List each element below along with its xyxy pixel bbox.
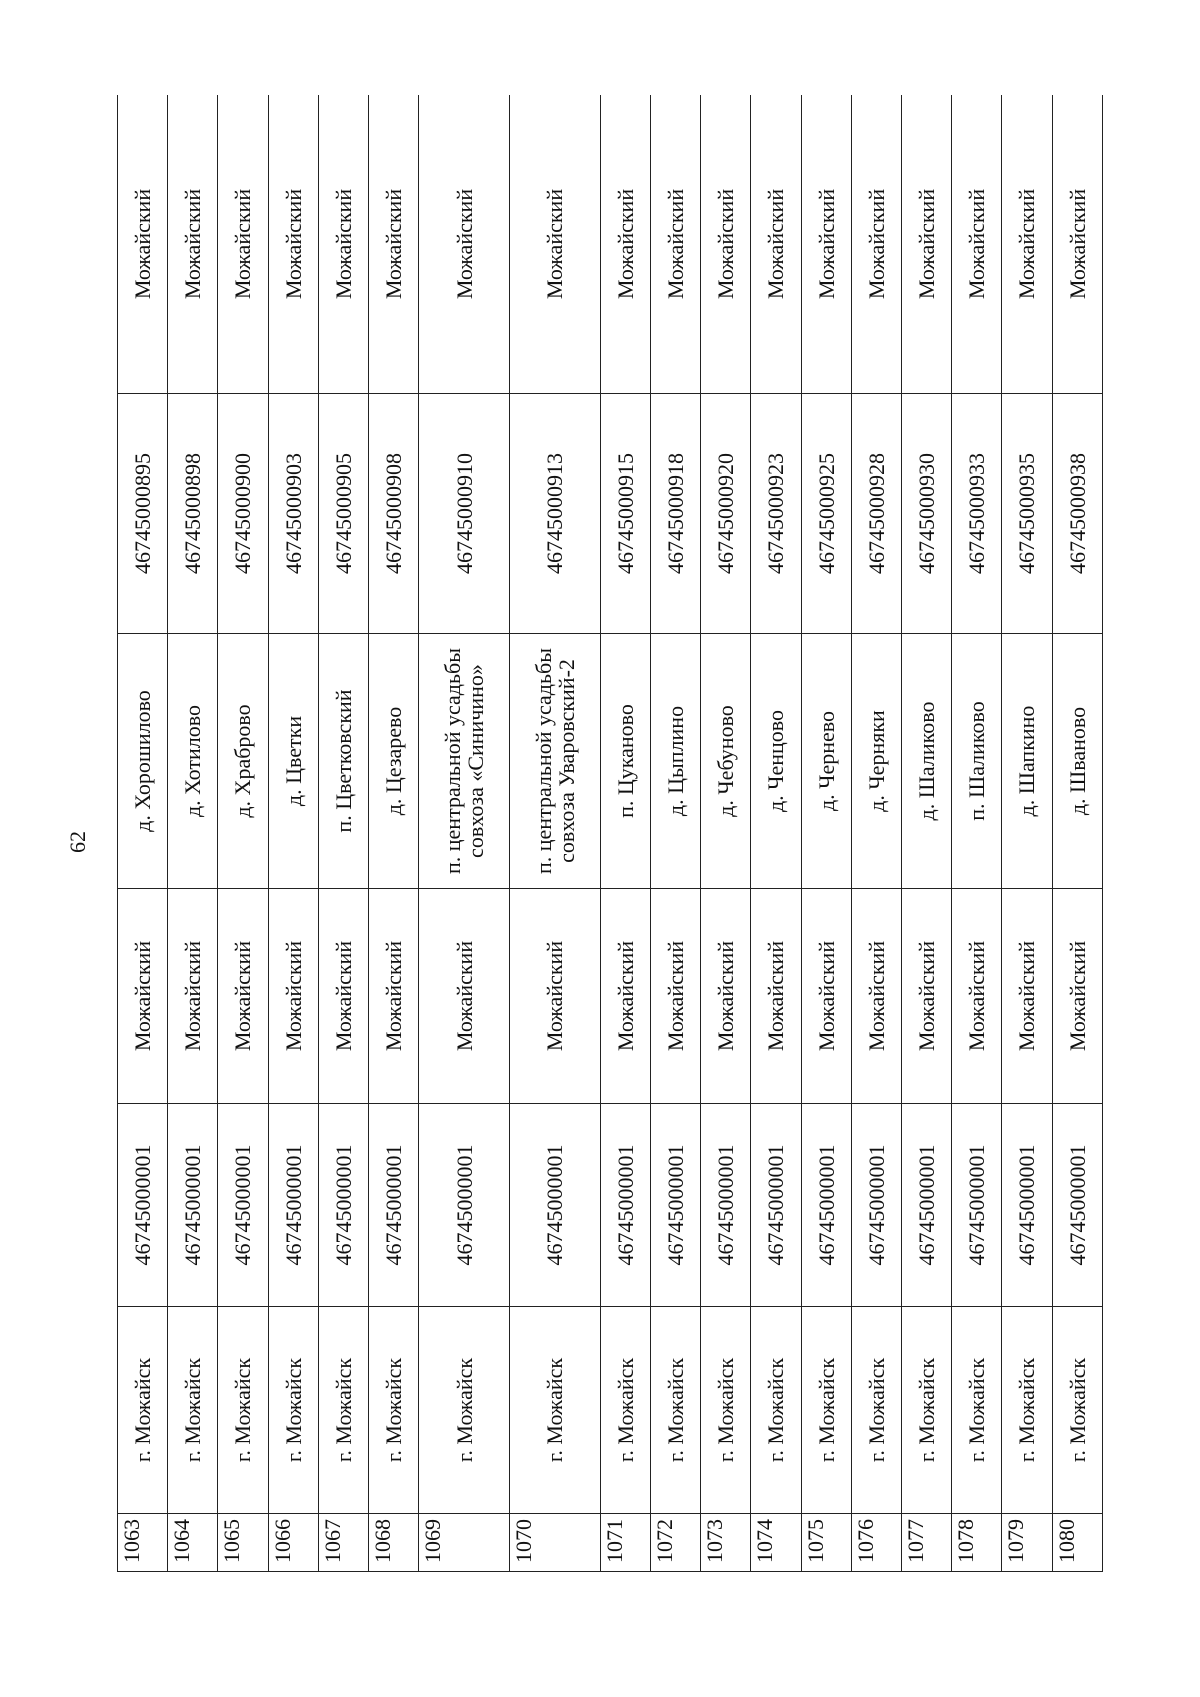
table-row [510, 95, 601, 1572]
district-cell: Можайский [701, 889, 751, 1104]
city-cell: г. Можайск [851, 1307, 901, 1514]
row-number-cell: 1068 [369, 1514, 419, 1572]
locality-district-cell: Можайский [1052, 95, 1102, 394]
okato-code-cell: 46745000001 [952, 1104, 1002, 1307]
table-row [651, 95, 701, 1572]
city-cell: г. Можайск [419, 1307, 510, 1514]
table-row [851, 95, 901, 1572]
locality-cell: д. Храброво [218, 634, 268, 889]
city-cell: г. Можайск [701, 1307, 751, 1514]
district-cell: Можайский [751, 889, 801, 1104]
district-cell: Можайский [118, 889, 168, 1104]
row-number-cell: 1063 [118, 1514, 168, 1572]
locality-district-cell: Можайский [902, 95, 952, 394]
district-cell: Можайский [1052, 889, 1102, 1104]
locality-okato-code-cell: 46745000913 [510, 394, 601, 634]
row-number-cell: 1064 [168, 1514, 218, 1572]
okato-code-cell: 46745000001 [318, 1104, 368, 1307]
city-cell: г. Можайск [268, 1307, 318, 1514]
locality-okato-code-cell: 46745000938 [1052, 394, 1102, 634]
district-cell: Можайский [801, 889, 851, 1104]
locality-okato-code-cell: 46745000935 [1002, 394, 1052, 634]
locality-okato-code-cell: 46745000930 [902, 394, 952, 634]
row-number-cell: 1072 [651, 1514, 701, 1572]
registry-table [117, 95, 1103, 1572]
locality-cell: п. Цуканово [600, 634, 650, 889]
city-cell: г. Можайск [952, 1307, 1002, 1514]
page-number: 62 [65, 831, 90, 853]
table-row [419, 95, 510, 1572]
okato-code-cell: 46745000001 [268, 1104, 318, 1307]
table-row [600, 95, 650, 1572]
city-cell: г. Можайск [651, 1307, 701, 1514]
table-row [952, 95, 1002, 1572]
district-cell: Можайский [651, 889, 701, 1104]
locality-district-cell: Можайский [268, 95, 318, 394]
city-cell: г. Можайск [218, 1307, 268, 1514]
row-number-cell: 1069 [419, 1514, 510, 1572]
okato-code-cell: 46745000001 [801, 1104, 851, 1307]
district-cell: Можайский [268, 889, 318, 1104]
row-number-cell: 1079 [1002, 1514, 1052, 1572]
locality-district-cell: Можайский [952, 95, 1002, 394]
city-cell: г. Можайск [510, 1307, 601, 1514]
district-cell: Можайский [510, 889, 601, 1104]
okato-code-cell: 46745000001 [1002, 1104, 1052, 1307]
locality-okato-code-cell: 46745000905 [318, 394, 368, 634]
rotated-table [117, 95, 1103, 1572]
locality-cell: д. Черняки [851, 634, 901, 889]
locality-okato-code-cell: 46745000895 [118, 394, 168, 634]
okato-code-cell: 46745000001 [1052, 1104, 1102, 1307]
okato-code-cell: 46745000001 [218, 1104, 268, 1307]
table-row [751, 95, 801, 1572]
okato-code-cell: 46745000001 [851, 1104, 901, 1307]
table-row [369, 95, 419, 1572]
row-number-cell: 1066 [268, 1514, 318, 1572]
locality-cell: д. Хотилово [168, 634, 218, 889]
locality-district-cell: Можайский [118, 95, 168, 394]
row-number-cell: 1080 [1052, 1514, 1102, 1572]
row-number-cell: 1076 [851, 1514, 901, 1572]
okato-code-cell: 46745000001 [651, 1104, 701, 1307]
city-cell: г. Можайск [751, 1307, 801, 1514]
district-cell: Можайский [952, 889, 1002, 1104]
table-row [1002, 95, 1052, 1572]
okato-code-cell: 46745000001 [369, 1104, 419, 1307]
row-number-cell: 1077 [902, 1514, 952, 1572]
row-number-cell: 1073 [701, 1514, 751, 1572]
locality-cell: д. Хорошилово [118, 634, 168, 889]
locality-cell: д. Шапкино [1002, 634, 1052, 889]
locality-district-cell: Можайский [801, 95, 851, 394]
locality-cell: п. центральной усадьбы совхоза Уваровский-2 [510, 634, 601, 889]
locality-district-cell: Можайский [600, 95, 650, 394]
okato-code-cell: 46745000001 [118, 1104, 168, 1307]
locality-okato-code-cell: 46745000925 [801, 394, 851, 634]
locality-okato-code-cell: 46745000928 [851, 394, 901, 634]
locality-cell: д. Ченцово [751, 634, 801, 889]
locality-okato-code-cell: 46745000920 [701, 394, 751, 634]
locality-district-cell: Можайский [851, 95, 901, 394]
city-cell: г. Можайск [902, 1307, 952, 1514]
locality-okato-code-cell: 46745000933 [952, 394, 1002, 634]
city-cell: г. Можайск [1052, 1307, 1102, 1514]
city-cell: г. Можайск [1002, 1307, 1052, 1514]
city-cell: г. Можайск [318, 1307, 368, 1514]
locality-okato-code-cell: 46745000903 [268, 394, 318, 634]
district-cell: Можайский [419, 889, 510, 1104]
table-row [1052, 95, 1102, 1572]
row-number-cell: 1075 [801, 1514, 851, 1572]
okato-code-cell: 46745000001 [751, 1104, 801, 1307]
locality-cell: д. Шваново [1052, 634, 1102, 889]
district-cell: Можайский [1002, 889, 1052, 1104]
district-cell: Можайский [318, 889, 368, 1104]
table-row [902, 95, 952, 1572]
locality-district-cell: Можайский [651, 95, 701, 394]
row-number-cell: 1078 [952, 1514, 1002, 1572]
district-cell: Можайский [218, 889, 268, 1104]
table-row [701, 95, 751, 1572]
locality-cell: д. Цыплино [651, 634, 701, 889]
locality-cell: д. Чернево [801, 634, 851, 889]
locality-district-cell: Можайский [1002, 95, 1052, 394]
table-row [268, 95, 318, 1572]
row-number-cell: 1067 [318, 1514, 368, 1572]
locality-cell: п. Шаликово [952, 634, 1002, 889]
locality-okato-code-cell: 46745000908 [369, 394, 419, 634]
locality-cell: д. Чебуново [701, 634, 751, 889]
row-number-cell: 1071 [600, 1514, 650, 1572]
table-row [801, 95, 851, 1572]
locality-district-cell: Можайский [419, 95, 510, 394]
locality-okato-code-cell: 46745000900 [218, 394, 268, 634]
locality-okato-code-cell: 46745000910 [419, 394, 510, 634]
table-body [118, 95, 1103, 1572]
locality-district-cell: Можайский [218, 95, 268, 394]
table-container [117, 95, 1103, 1572]
city-cell: г. Можайск [600, 1307, 650, 1514]
table-row [118, 95, 168, 1572]
table-row [168, 95, 218, 1572]
locality-district-cell: Можайский [510, 95, 601, 394]
district-cell: Можайский [600, 889, 650, 1104]
locality-district-cell: Можайский [751, 95, 801, 394]
okato-code-cell: 46745000001 [510, 1104, 601, 1307]
locality-cell: п. Цветковский [318, 634, 368, 889]
locality-district-cell: Можайский [701, 95, 751, 394]
row-number-cell: 1070 [510, 1514, 601, 1572]
locality-cell: д. Цветки [268, 634, 318, 889]
locality-cell: п. центральной усадьбы совхоза «Синичино» [419, 634, 510, 889]
okato-code-cell: 46745000001 [419, 1104, 510, 1307]
city-cell: г. Можайск [369, 1307, 419, 1514]
locality-okato-code-cell: 46745000918 [651, 394, 701, 634]
locality-district-cell: Можайский [168, 95, 218, 394]
table-row [218, 95, 268, 1572]
locality-district-cell: Можайский [318, 95, 368, 394]
locality-okato-code-cell: 46745000923 [751, 394, 801, 634]
table-row [318, 95, 368, 1572]
row-number-cell: 1074 [751, 1514, 801, 1572]
okato-code-cell: 46745000001 [902, 1104, 952, 1307]
locality-cell: д. Цезарево [369, 634, 419, 889]
okato-code-cell: 46745000001 [168, 1104, 218, 1307]
okato-code-cell: 46745000001 [701, 1104, 751, 1307]
locality-district-cell: Можайский [369, 95, 419, 394]
district-cell: Можайский [369, 889, 419, 1104]
locality-okato-code-cell: 46745000915 [600, 394, 650, 634]
city-cell: г. Можайск [801, 1307, 851, 1514]
district-cell: Можайский [902, 889, 952, 1104]
district-cell: Можайский [851, 889, 901, 1104]
locality-cell: д. Шаликово [902, 634, 952, 889]
okato-code-cell: 46745000001 [600, 1104, 650, 1307]
row-number-cell: 1065 [218, 1514, 268, 1572]
locality-okato-code-cell: 46745000898 [168, 394, 218, 634]
district-cell: Можайский [168, 889, 218, 1104]
city-cell: г. Можайск [118, 1307, 168, 1514]
city-cell: г. Можайск [168, 1307, 218, 1514]
